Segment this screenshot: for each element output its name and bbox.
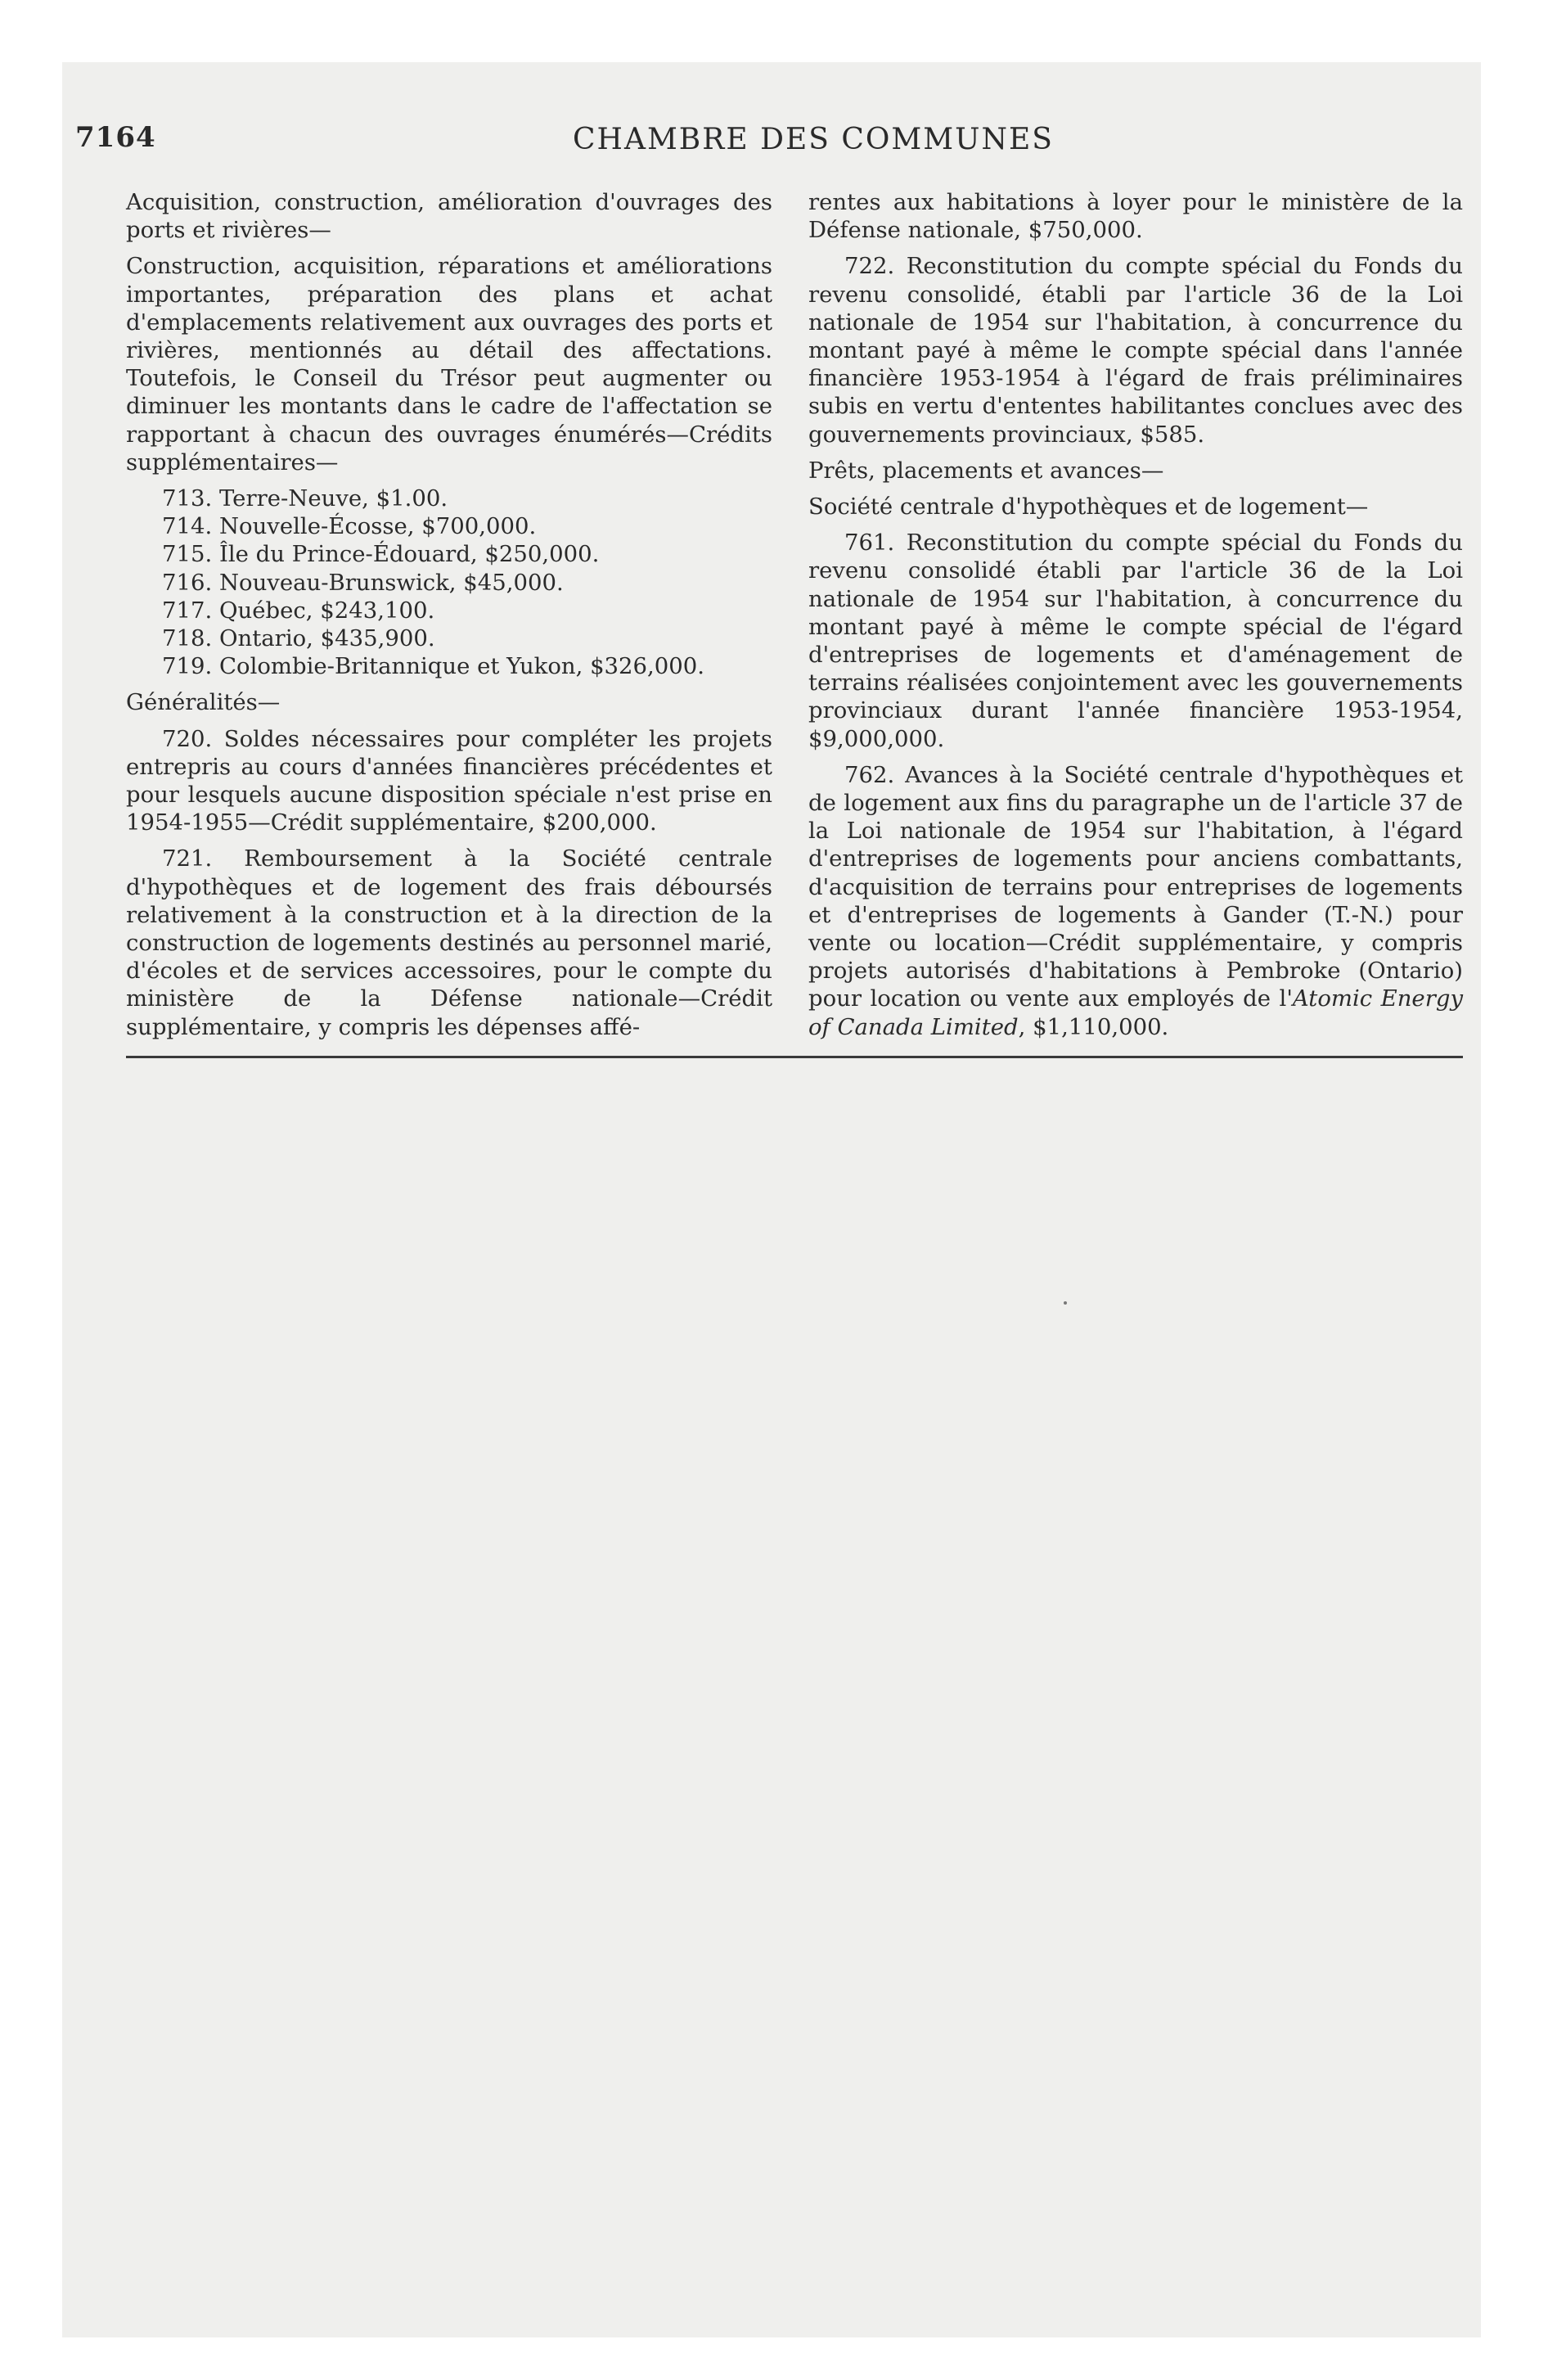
paragraph-text: , $1,110,000.: [1018, 1013, 1169, 1040]
page-title: CHAMBRE DES COMMUNES: [573, 123, 1054, 156]
paragraph-text: 762. Avances à la Société centrale d'hypothèques et de logement aux fins du paragraphe un de l'article 37 de la Loi nationale de 1954 sur l'habitation, à l'égard d'entreprises de logements pour anciens combattants, d'acquisition de terrains pour entreprises de logements et d'entreprises de logements à Gander (T.-N.) pour vente ou location—Crédit supplémentaire, y compris projets autorisés d'habitations à Pembroke (Ontario) pour location ou vente aux employés de l': [808, 761, 1463, 1012]
paragraph: Construction, acquisition, réparations et améliorations importantes, préparation des plans et achat d'emplacements relativement aux ouvrages des ports et rivières, mentionnés au détail des affectations. Toutefois, le Conseil du Trésor peut augmenter ou diminuer les montants dans le cadre de l'affectation se rapportant à chacun des ouvrages énumérés—Crédits supplémentaires—: [126, 253, 772, 476]
section-heading: Acquisition, construction, amélioration d'ouvrages des ports et rivières—: [126, 189, 772, 244]
horizontal-rule: [126, 1056, 1463, 1058]
list-item: 719. Colombie-Britannique et Yukon, $326,000.: [162, 653, 705, 680]
paragraph: 721. Remboursement à la Société centrale d'hypothèques et de logement des frais déboursés relativement à la construction et à la direction de la construction de logements destinés au personnel marié, d'écoles et de services accessoires, pour le compte du ministère de la Défense nationale—Crédit supplémentaire, y compris les dépenses affé-: [126, 845, 772, 1040]
list-item: 715. Île du Prince-Édouard, $250,000.: [162, 541, 600, 568]
list-item: 716. Nouveau-Brunswick, $45,000.: [162, 569, 564, 596]
list-item: 718. Ontario, $435,900.: [162, 625, 435, 652]
left-column: [126, 188, 772, 1041]
list-item: 717. Québec, $243,100.: [162, 597, 435, 624]
section-heading: Prêts, placements et avances—: [808, 457, 1164, 484]
paragraph: 720. Soldes nécessaires pour compléter les projets entrepris au cours d'années financières précédentes et pour lesquels aucune disposition spéciale n'est prise en 1954-1955—Crédit supplémentaire, $200,000.: [126, 725, 772, 836]
list-item: 713. Terre-Neuve, $1.00.: [162, 485, 448, 512]
list-item: 714. Nouvelle-Écosse, $700,000.: [162, 513, 537, 540]
paragraph: [808, 761, 1463, 1041]
company-name: Atomic Energy of Canada Limited: [808, 985, 1463, 1040]
paragraph: 722. Reconstitution du compte spécial du Fonds du revenu consolidé, établi par l'article 36 de la Loi nationale de 1954 sur l'habitation, à concurrence du montant payé à même le compte spécial dans l'année financière 1953-1954 à l'égard de frais préliminaires subis en vertu d'ententes habilitantes conclues avec des gouvernements provinciaux, $585.: [808, 253, 1463, 448]
section-heading: Généralités—: [126, 689, 281, 716]
speck: [1064, 1301, 1067, 1305]
page-number: 7164: [75, 121, 156, 154]
section-heading: Société centrale d'hypothèques et de logement—: [808, 494, 1369, 521]
right-column: [808, 188, 1463, 1041]
paragraph: rentes aux habitations à loyer pour le ministère de la Défense nationale, $750,000.: [808, 189, 1463, 244]
paragraph: 761. Reconstitution du compte spécial du Fonds du revenu consolidé établi par l'article 36 de la Loi nationale de 1954 sur l'habitation, à concurrence du montant payé à même le compte spécial de l'égard d'entreprises de logements et d'aménagement de terrains réalisées conjointement avec les gouvernements provinciaux durant l'année financière 1953-1954, $9,000,000.: [808, 530, 1463, 752]
